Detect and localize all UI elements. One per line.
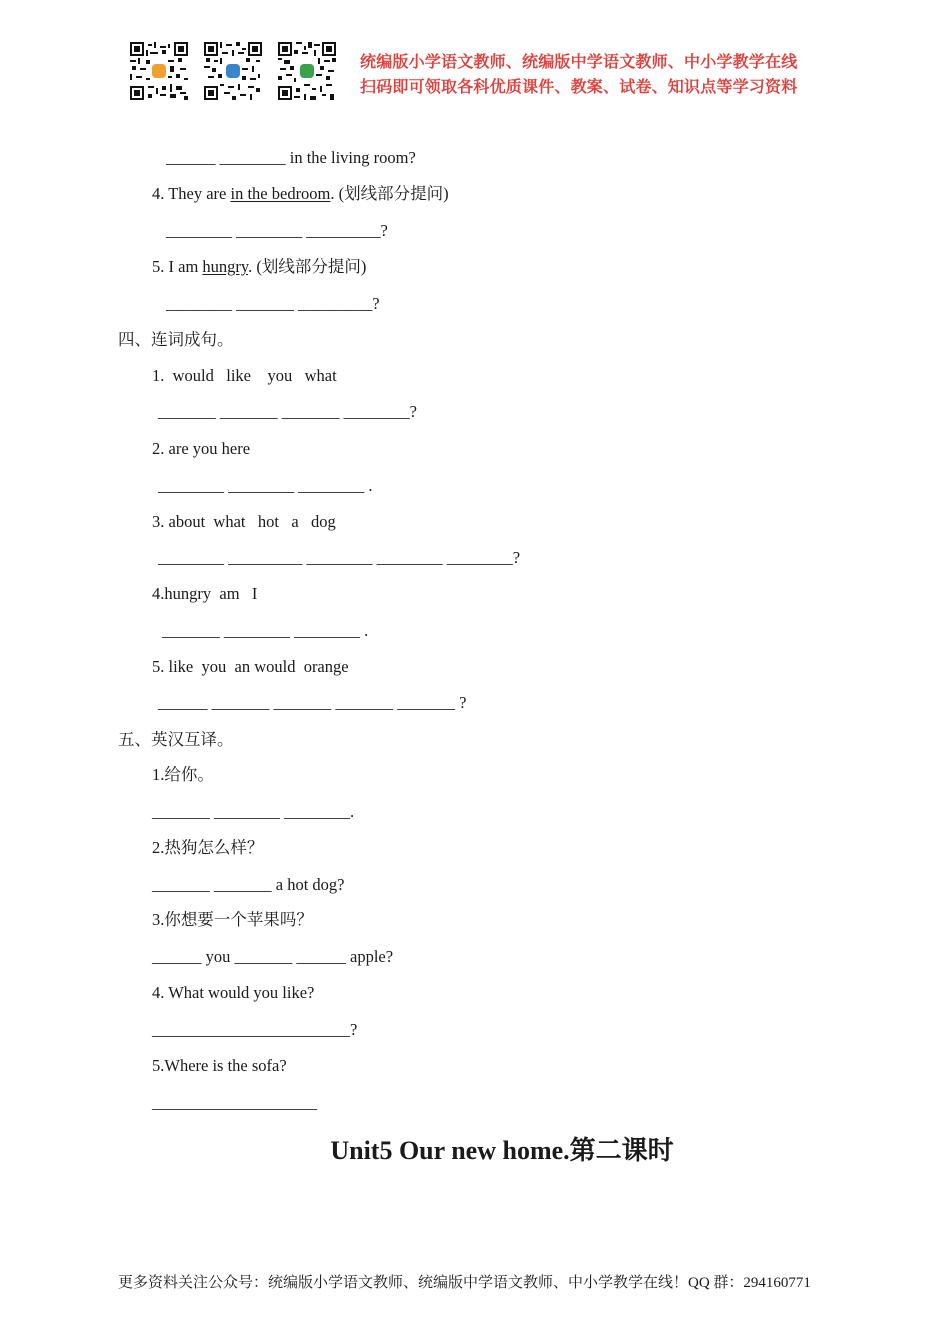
section-4-heading: 四、连词成句。 [118, 330, 234, 349]
qr-code-3 [278, 42, 336, 100]
question-5-2: 2.热狗怎么样？ [152, 838, 264, 857]
answer-line-5-2: _______ _______ a hot dog? [152, 875, 345, 894]
answer-line-5-4: ________________________? [152, 1020, 358, 1039]
question-5-4: 4. What would you like? [152, 983, 315, 1002]
page-footer: 更多资料关注公众号：统编版小学语文教师、统编版中学语文教师、中小学教学在线！QQ 群：294160771 [118, 1275, 811, 1291]
section-5-heading: 五、英汉互译。 [118, 730, 234, 749]
question-4-4: 4.hungry am I [152, 584, 258, 603]
question-3-4 [152, 184, 449, 204]
lesson-title: Unit5 Our new home.第二课时 [330, 1136, 674, 1165]
answer-line-5-1: _______ ________ ________. [152, 802, 355, 821]
question-4-1: 1. would like you what [152, 366, 337, 385]
qr-code-2 [204, 42, 262, 100]
answer-line-4-3: ________ _________ ________ ________ ________? [158, 548, 521, 567]
question-3-4-suffix: . (划线部分提问) [330, 184, 449, 203]
answer-line-3-5: ________ _______ _________? [166, 294, 380, 313]
header-banner-line-2: 扫码即可领取各科优质课件、教案、试卷、知识点等学习资料 [360, 77, 798, 96]
answer-line-5-5: ____________________ [152, 1093, 317, 1112]
answer-line-4-5: ______ _______ _______ _______ _______ ? [158, 693, 467, 712]
question-3-5 [152, 257, 366, 277]
answer-line-4-4: _______ ________ ________ . [162, 621, 369, 640]
answer-line-4-2: ________ ________ ________ . [158, 476, 373, 495]
question-3-4-prefix: 4. They are [152, 184, 231, 203]
answer-line-4-1: _______ _______ _______ ________? [158, 402, 417, 421]
question-4-2: 2. are you here [152, 439, 251, 458]
answer-line-5-3: ______ you _______ ______ apple? [152, 947, 394, 966]
answer-line-3-4: ________ ________ _________? [166, 221, 388, 240]
question-5-3: 3.你想要一个苹果吗？ [152, 910, 313, 929]
question-5-5: 5.Where is the sofa? [152, 1056, 287, 1075]
question-4-3: 3. about what hot a dog [152, 512, 336, 531]
question-3-5-underlined: hungry [202, 257, 249, 276]
question-3-5-suffix: . (划线部分提问) [248, 257, 367, 276]
header-banner-line-1: 统编版小学语文教师、统编版中学语文教师、中小学教学在线 [360, 52, 798, 71]
answer-line-3-3: ______ ________ in the living room? [166, 148, 416, 167]
question-5-1: 1.给你。 [152, 765, 214, 784]
qr-code-1 [130, 42, 188, 100]
question-4-5: 5. like you an would orange [152, 657, 349, 676]
question-3-5-prefix: 5. I am [152, 257, 203, 276]
question-3-4-underlined: in the bedroom [230, 184, 331, 203]
